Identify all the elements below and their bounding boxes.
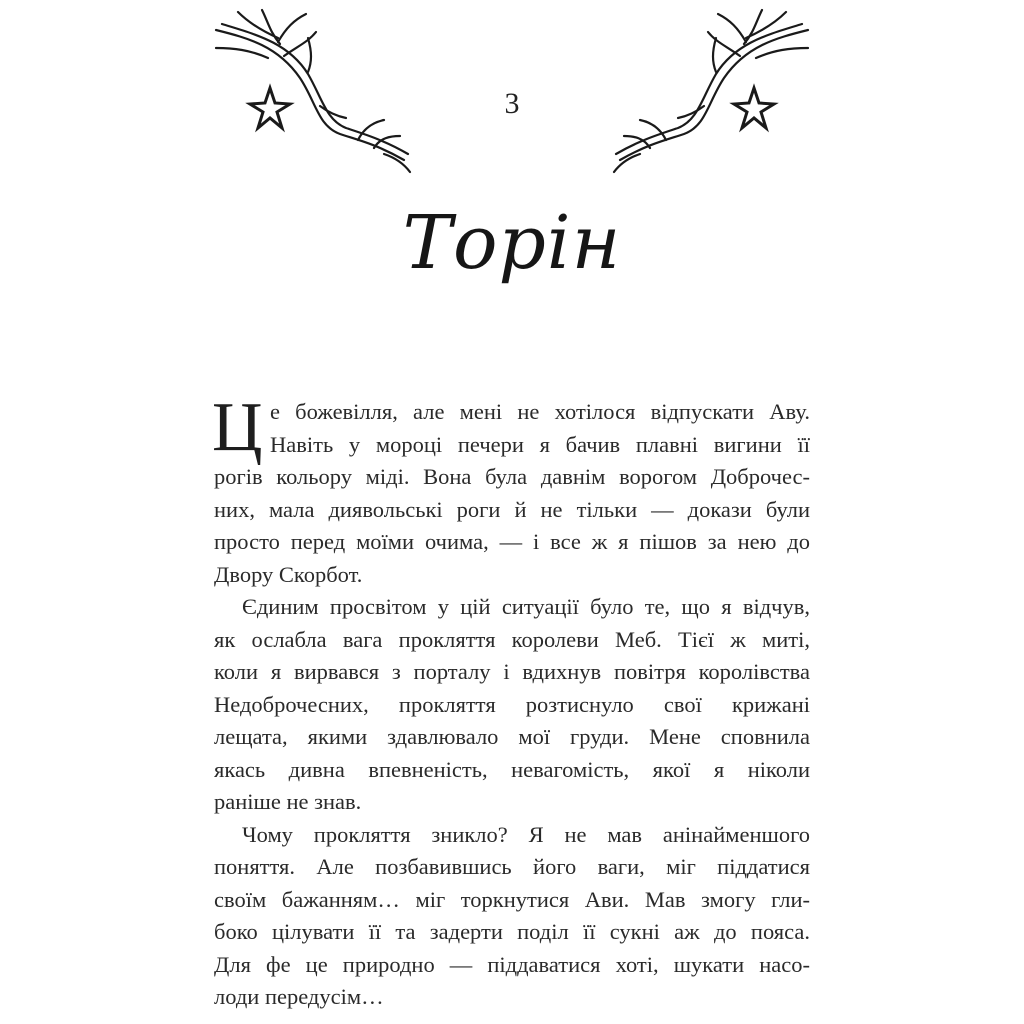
text-line: лещата, якими здавлювало мої груди. Мене сповнила — [214, 724, 810, 749]
text-line: своїм бажанням… міг торкнутися Ави. Мав змогу гли- — [214, 886, 810, 912]
chapter-number: 3 — [504, 87, 520, 120]
drop-cap: Ц — [212, 389, 263, 466]
text-line: коли я вирвався з порталу і вдихнув повітря королівства — [214, 659, 810, 684]
text-line: Для фе це природно — піддаватися хоті, шукати насо- — [214, 951, 810, 977]
text-line: Єдиним просвітом у цій ситуації було те, що я відчув, — [242, 594, 810, 619]
text-line: якась дивна впевненість, невагомість, якої я ніколи — [214, 756, 810, 782]
text-line: боко цілувати її та задерти поділ її сукні аж до пояса. — [214, 919, 810, 944]
text-line: них, мала диявольські роги й не тільки — докази були — [214, 496, 810, 522]
text-line: е божевілля, але мені не хотілося відпускати Аву. — [270, 399, 810, 424]
text-line: Двору Скорбот. — [214, 561, 363, 587]
text-line: просто перед моїми очима, — і все ж я пішов за нею до — [214, 529, 810, 554]
text-line: поняття. Але позбавившись його ваги, міг піддатися — [214, 854, 810, 879]
chapter-title: Торін — [402, 200, 622, 286]
text-line: Чому прокляття зникло? Я не мав анінайменшого — [242, 821, 810, 847]
text-line: як ослабла вага прокляття королеви Меб. Тієї ж миті, — [214, 626, 810, 652]
text-line: лоди передусім… — [214, 984, 384, 1009]
text-line: рогів кольору міді. Вона була давнім ворогом Доброчес- — [214, 464, 810, 489]
text-line: Недоброчесних, прокляття розтиснуло свої крижані — [214, 691, 810, 717]
chapter-text — [212, 389, 810, 1014]
text-line: Навіть у мороці печери я бачив плавні вигини її — [270, 431, 810, 457]
text-line: раніше не знав. — [214, 789, 362, 814]
